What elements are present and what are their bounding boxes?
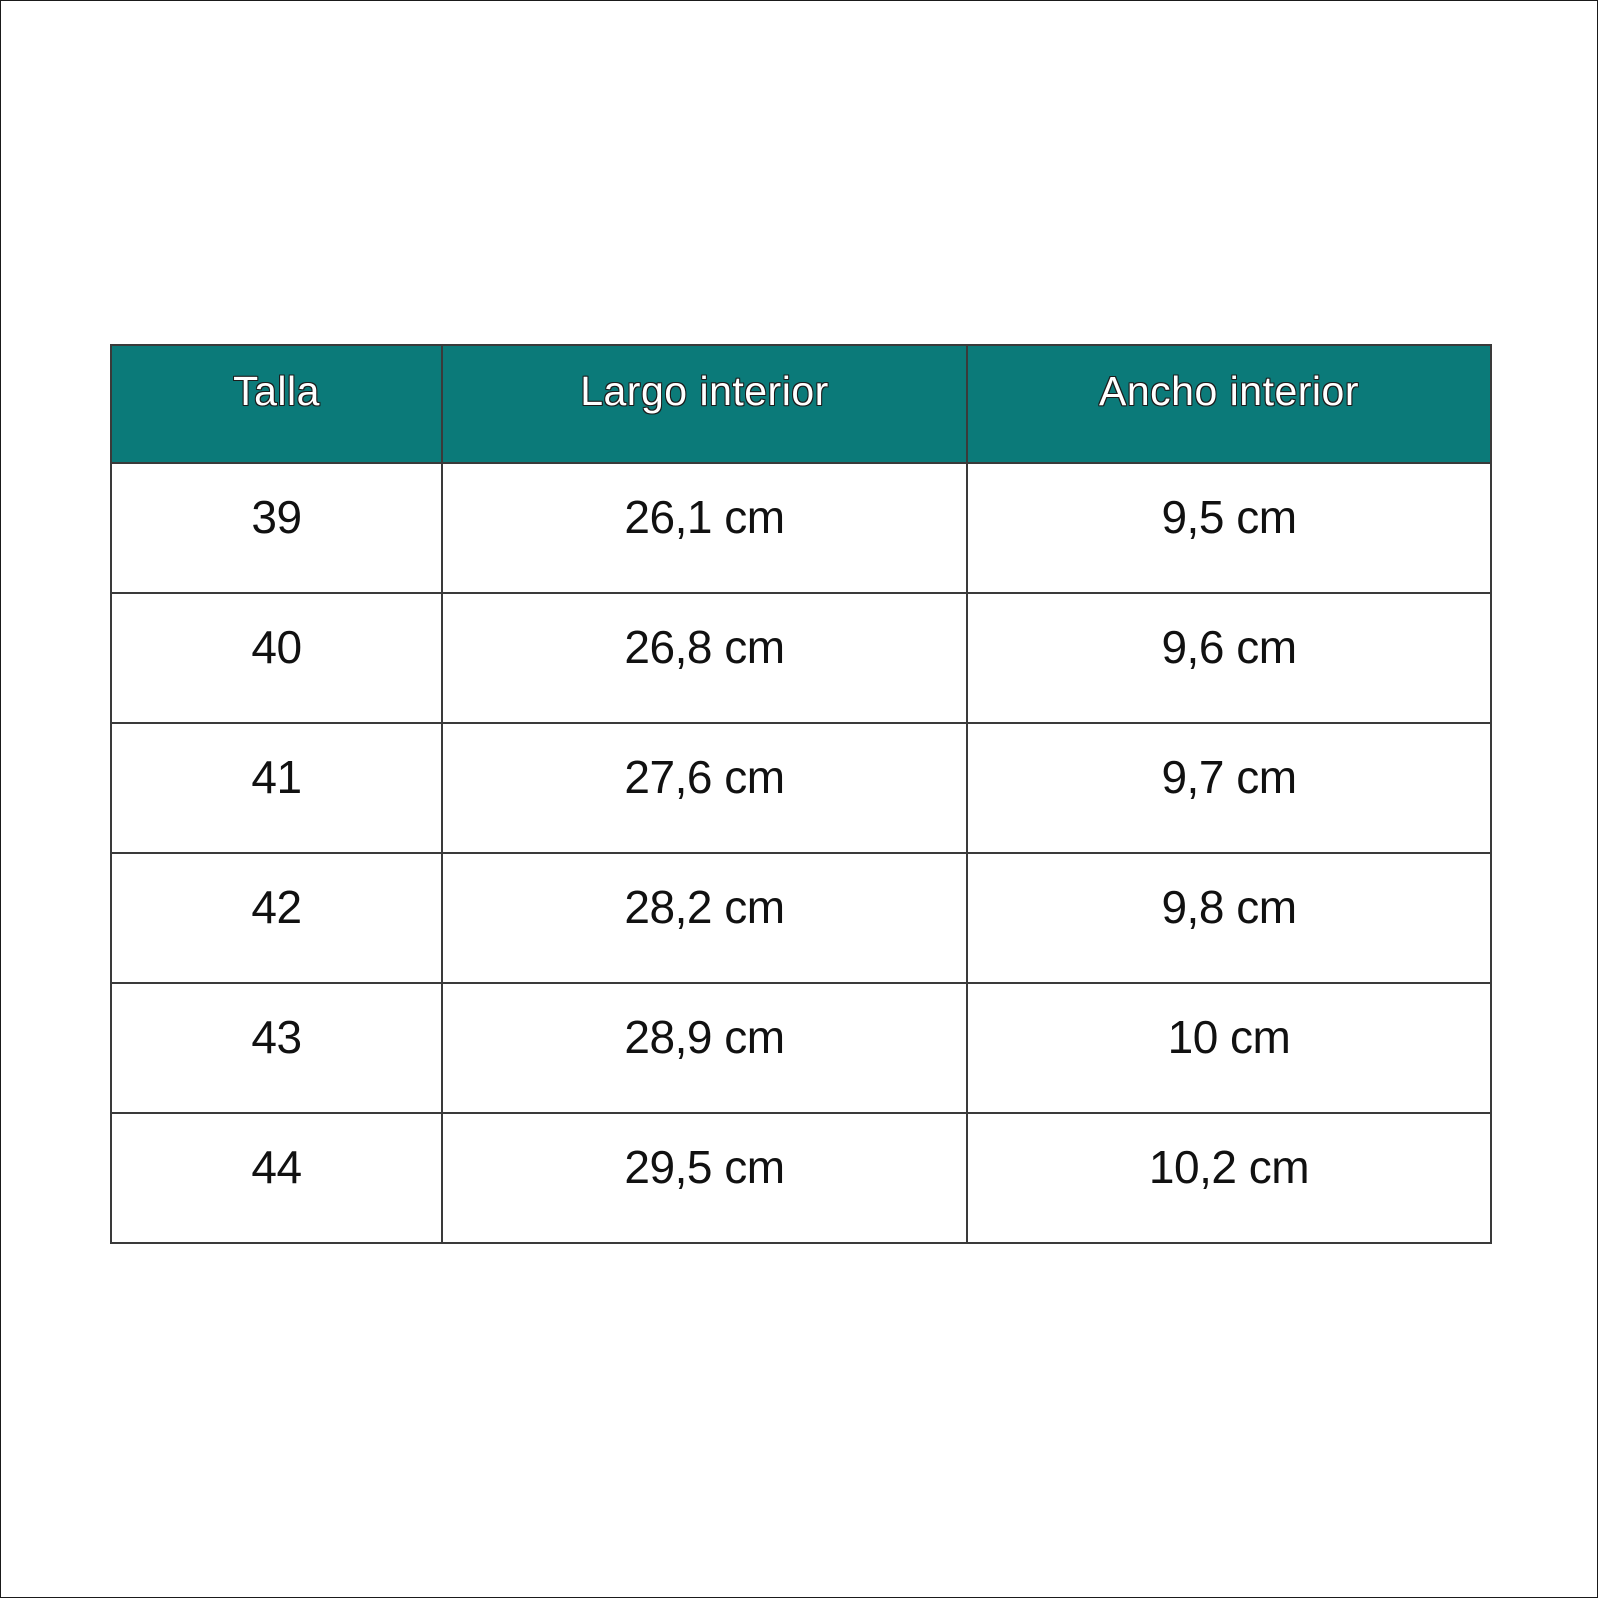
- cell-size: 43: [111, 983, 442, 1113]
- table-row: [111, 853, 1491, 983]
- table-header: [111, 345, 1491, 463]
- cell-inner-width: 10 cm: [967, 983, 1491, 1113]
- table-body: [111, 463, 1491, 1243]
- table-row: [111, 1113, 1491, 1243]
- cell-inner-width: 9,8 cm: [967, 853, 1491, 983]
- table-row: [111, 723, 1491, 853]
- cell-inner-length: 28,9 cm: [442, 983, 967, 1113]
- header-inner-length: Largo interior: [442, 345, 967, 463]
- table-row: [111, 983, 1491, 1113]
- cell-inner-width: 9,7 cm: [967, 723, 1491, 853]
- cell-size: 41: [111, 723, 442, 853]
- table-row: [111, 593, 1491, 723]
- header-inner-width: Ancho interior: [967, 345, 1491, 463]
- header-size: Talla: [111, 345, 442, 463]
- cell-inner-length: 27,6 cm: [442, 723, 967, 853]
- table-row: [111, 463, 1491, 593]
- cell-inner-length: 28,2 cm: [442, 853, 967, 983]
- cell-inner-width: 9,5 cm: [967, 463, 1491, 593]
- cell-size: 44: [111, 1113, 442, 1243]
- cell-inner-length: 26,8 cm: [442, 593, 967, 723]
- cell-inner-length: 26,1 cm: [442, 463, 967, 593]
- cell-size: 39: [111, 463, 442, 593]
- header-row: [111, 345, 1491, 463]
- cell-size: 40: [111, 593, 442, 723]
- cell-inner-width: 9,6 cm: [967, 593, 1491, 723]
- size-chart-table: [110, 344, 1492, 1244]
- cell-inner-width: 10,2 cm: [967, 1113, 1491, 1243]
- cell-size: 42: [111, 853, 442, 983]
- cell-inner-length: 29,5 cm: [442, 1113, 967, 1243]
